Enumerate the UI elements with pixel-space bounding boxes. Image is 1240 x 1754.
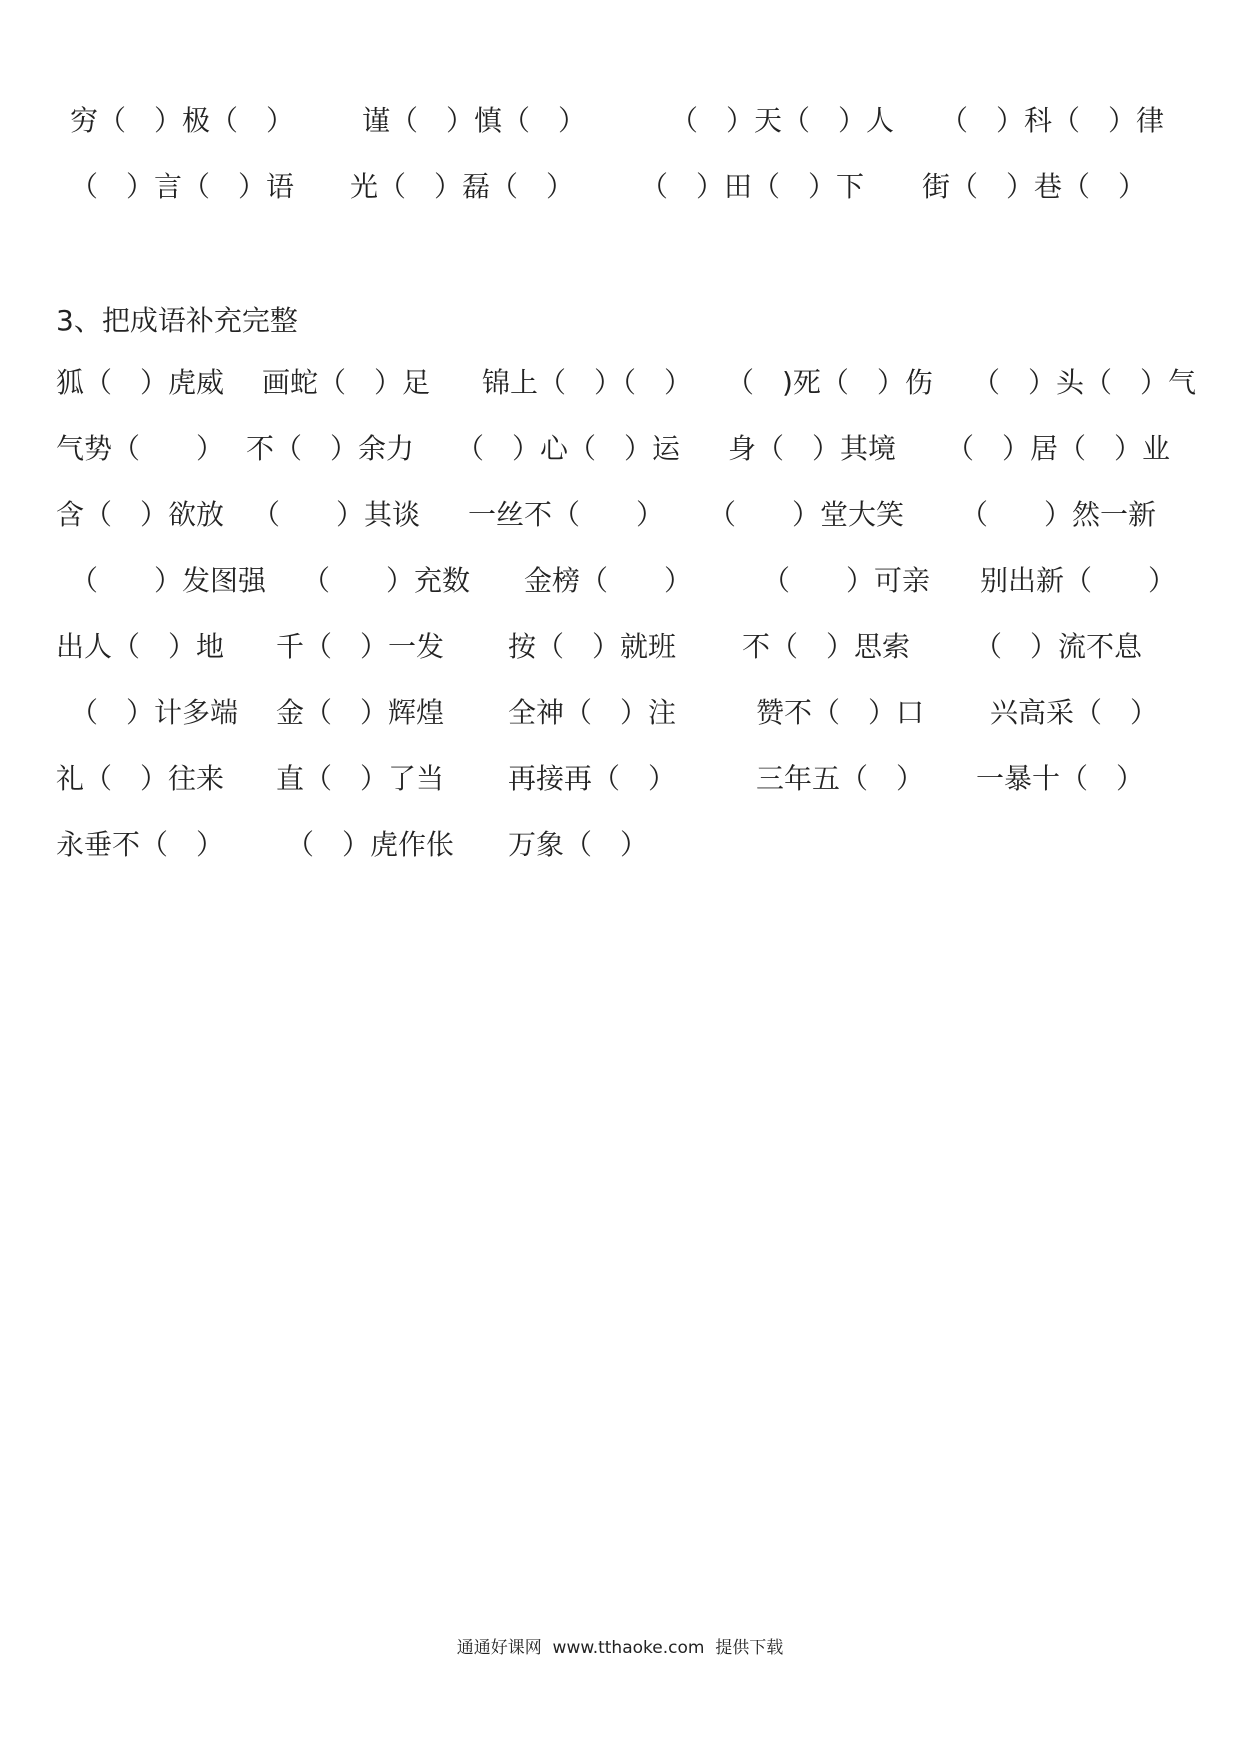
- idiom-blank: （ ）田（ ）下: [640, 170, 865, 203]
- idiom-blank: 画蛇（ ）足: [262, 366, 431, 399]
- idiom-blank: 永垂不（ ）: [56, 828, 225, 861]
- idiom-blank: 千（ ）一发: [276, 630, 445, 663]
- idiom-blank: 别出新（ ）: [980, 564, 1177, 597]
- idiom-blank: （ )死（ ）伤: [726, 366, 933, 399]
- idiom-blank: （ ）充数: [302, 564, 471, 597]
- idiom-blank: 出人（ ）地: [56, 630, 225, 663]
- idiom-blank: 光（ ）磊（ ）: [350, 170, 575, 203]
- idiom-blank: （ ）头（ ）气: [972, 366, 1197, 399]
- idiom-row: [56, 754, 1176, 804]
- idiom-blank: 锦上（ ）（ ）: [482, 366, 693, 399]
- idiom-blank: 穷（ ）极（ ）: [70, 104, 295, 137]
- idiom-blank: （ ）流不息: [974, 630, 1143, 663]
- idiom-blank: 街（ ）巷（ ）: [922, 170, 1147, 203]
- idiom-blank: （ ）居（ ）业: [946, 432, 1171, 465]
- idiom-blank: 不（ ）思索: [742, 630, 911, 663]
- footer-credit: 通通好课网 www.tthaoke.com 提供下载: [456, 1638, 784, 1658]
- idiom-blank: 按（ ）就班: [508, 630, 677, 663]
- idiom-blank: 赞不（ ）口: [756, 696, 925, 729]
- idiom-blank: 兴高采（ ）: [990, 696, 1159, 729]
- idiom-blank: 三年五（ ）: [756, 762, 925, 795]
- idiom-blank: （ ）可亲: [762, 564, 931, 597]
- idiom-blank: 直（ ）了当: [276, 762, 445, 795]
- idiom-blank: （ ）心（ ）运: [456, 432, 681, 465]
- idiom-row: [56, 424, 1176, 474]
- idiom-blank: （ ）发图强: [70, 564, 267, 597]
- idiom-blank: 礼（ ）往来: [56, 762, 225, 795]
- idiom-blank: 金（ ）辉煌: [276, 696, 445, 729]
- idiom-row: [56, 96, 1176, 146]
- idiom-blank: 谨（ ）慎（ ）: [362, 104, 587, 137]
- idiom-blank: （ ）虎作伥: [286, 828, 455, 861]
- idiom-blank: （ ）科（ ）律: [940, 104, 1165, 137]
- idiom-row: [56, 622, 1176, 672]
- idiom-blank: 再接再（ ）: [508, 762, 677, 795]
- idiom-blank: （ ）其谈: [252, 498, 421, 531]
- idiom-blank: 含（ ）欲放: [56, 498, 225, 531]
- idiom-row: [56, 162, 1176, 212]
- idiom-row: [56, 490, 1176, 540]
- idiom-blank: 金榜（ ）: [524, 564, 693, 597]
- idiom-row: [56, 820, 1176, 870]
- idiom-blank: 一暴十（ ）: [976, 762, 1145, 795]
- idiom-row: [56, 688, 1176, 738]
- idiom-row: [56, 358, 1197, 408]
- idiom-blank: 不（ ）余力: [246, 432, 415, 465]
- idiom-row: [56, 556, 1176, 606]
- section-heading: 3、把成语补充完整: [56, 304, 298, 337]
- idiom-blank: （ ）然一新: [960, 498, 1157, 531]
- idiom-blank: （ ）天（ ）人: [670, 104, 895, 137]
- idiom-blank: 一丝不（ ）: [468, 498, 665, 531]
- idiom-blank: 全神（ ）注: [508, 696, 677, 729]
- idiom-blank: 狐（ ）虎威: [56, 366, 225, 399]
- idiom-blank: 万象（ ）: [508, 828, 649, 861]
- idiom-blank: （ ）计多端: [70, 696, 239, 729]
- idiom-blank: （ ）言（ ）语: [70, 170, 295, 203]
- idiom-blank: 身（ ）其境: [728, 432, 897, 465]
- idiom-blank: 气势（ ）: [56, 432, 225, 465]
- idiom-blank: （ ）堂大笑: [708, 498, 905, 531]
